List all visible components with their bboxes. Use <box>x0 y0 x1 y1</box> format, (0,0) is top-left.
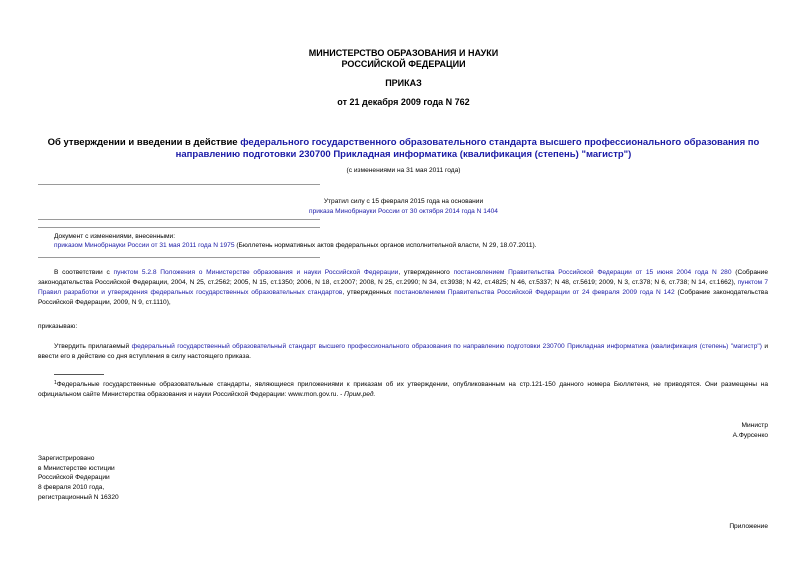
paragraph-basis: В соответствии с пунктом 5.2.8 Положения о Министерстве образования и науки Российской Федерации, утвержденного постановлением Правительства Российской Федерации от 15 июня 2004 года N 280 (Собрание законодательства Российской Федерации, 2004, N 25, ст.2562; 2005, N 15, ст.1350; 2006, N 18, ст.2007; 2008, N 25, ст.2990; N 34, ст.3938; N 42, ст.4825; N 46, ст.5337; N 48, ст.5619; 2009, N 3, ст.378; N 6, ст.738; N 14, ст.1662), пунктом 7 Правил разработки и утверждения федеральных государственных образовательных стандартов, утвержденных постановлением Правительства Российской Федерации от 24 февраля 2009 года N 142 (Собрание законодательства Российской Федерации, 2009, N 9, ст.1110), <box>38 269 768 306</box>
changes-detail <box>54 241 774 251</box>
title-standard-link[interactable]: федерального государственного образовательного стандарта высшего профессионального образования по направлению подготовки 230700 Прикладная информатика (квалификация (степень) "магистр") <box>175 137 760 160</box>
regulation-link[interactable]: пунктом 5.2.8 Положения о Министерстве образования и науки Российской Федерации <box>113 269 399 276</box>
changes-bulletin: (Бюллетень нормативных актов федеральных органов исполнительной власти, N 29, 18.07.2011). <box>234 242 537 249</box>
registration-line-3: Российской Федерации <box>38 474 110 481</box>
divider-rule <box>38 184 320 185</box>
divider-rule <box>38 257 320 258</box>
footnote-mark: 1 <box>54 380 57 386</box>
resolution-142-link[interactable]: постановлением Правительства Российской Федерации от 24 февраля 2009 года N 142 <box>394 289 675 296</box>
registration-line-5: регистрационный N 16320 <box>38 494 119 501</box>
divider-rule <box>38 227 320 228</box>
registration-line-1: Зарегистрировано <box>38 455 95 462</box>
registration-line-2: в Министерстве юстиции <box>38 465 115 472</box>
signature-name: А.Фурсенко <box>732 432 768 439</box>
amendment-note: (с изменениями на 31 мая 2011 года) <box>346 167 461 174</box>
ministry-line-2: РОССИЙСКОЙ ФЕДЕРАЦИИ <box>341 59 466 69</box>
footnote-rule <box>54 374 104 375</box>
lost-force-text: Утратил силу с 15 февраля 2015 года на основании <box>323 198 484 205</box>
rules-point-7-link[interactable]: пунктом 7 Правил разработки и утверждения федеральных государственных образовательных стандартов <box>38 279 768 296</box>
order-word: приказываю: <box>38 323 78 330</box>
footnote-editor-note: Прим.ред. <box>344 391 376 398</box>
changes-label: Документ с изменениями, внесенными: <box>54 233 176 240</box>
signature-position: Министр <box>741 422 768 429</box>
document-date-number: от 21 декабря 2009 года N 762 <box>337 97 470 107</box>
divider-rule <box>38 219 320 220</box>
footnote-text: Федеральные государственные образовательные стандарты, являющиеся приложениями к приказам об их утверждении, опубликованным на стр.121-150 данного номера Бюллетеня, не приводятся. Они размещены на официальном сайте Министерства образования и науки Российской Федерации: www.mon.gov.ru. - <box>38 381 768 398</box>
document-type: ПРИКАЗ <box>385 78 422 88</box>
resolution-280-link[interactable]: постановлением Правительства Российской Федерации от 15 июня 2004 года N 280 <box>453 269 732 276</box>
title-prefix: Об утверждении и введении в действие <box>47 137 241 148</box>
registration-line-4: 8 февраля 2010 года, <box>38 484 105 491</box>
paragraph-approve: Утвердить прилагаемый федеральный государственный образовательный стандарт высшего профессионального образования по направлению подготовки 230700 Прикладная информатика (квалификация (степень) "магистр") и ввести его в действие со дня вступления в силу настоящего приказа. <box>38 343 769 360</box>
document-title <box>30 137 777 161</box>
lost-force-link[interactable]: приказа Минобрнауки России от 30 октября 2014 года N 1404 <box>309 208 498 215</box>
ministry-line-1: МИНИСТЕРСТВО ОБРАЗОВАНИЯ И НАУКИ <box>308 48 499 58</box>
changes-order-link[interactable]: приказом Минобрнауки России от 31 мая 2011 года N 1975 <box>54 242 235 249</box>
standard-link[interactable]: федеральный государственный образовательный стандарт высшего профессионального образования по направлению подготовки 230700 Прикладная информатика (квалификация (степень) "магистр") <box>131 343 762 350</box>
footnote <box>38 378 768 400</box>
appendix-label: Приложение <box>729 523 768 530</box>
